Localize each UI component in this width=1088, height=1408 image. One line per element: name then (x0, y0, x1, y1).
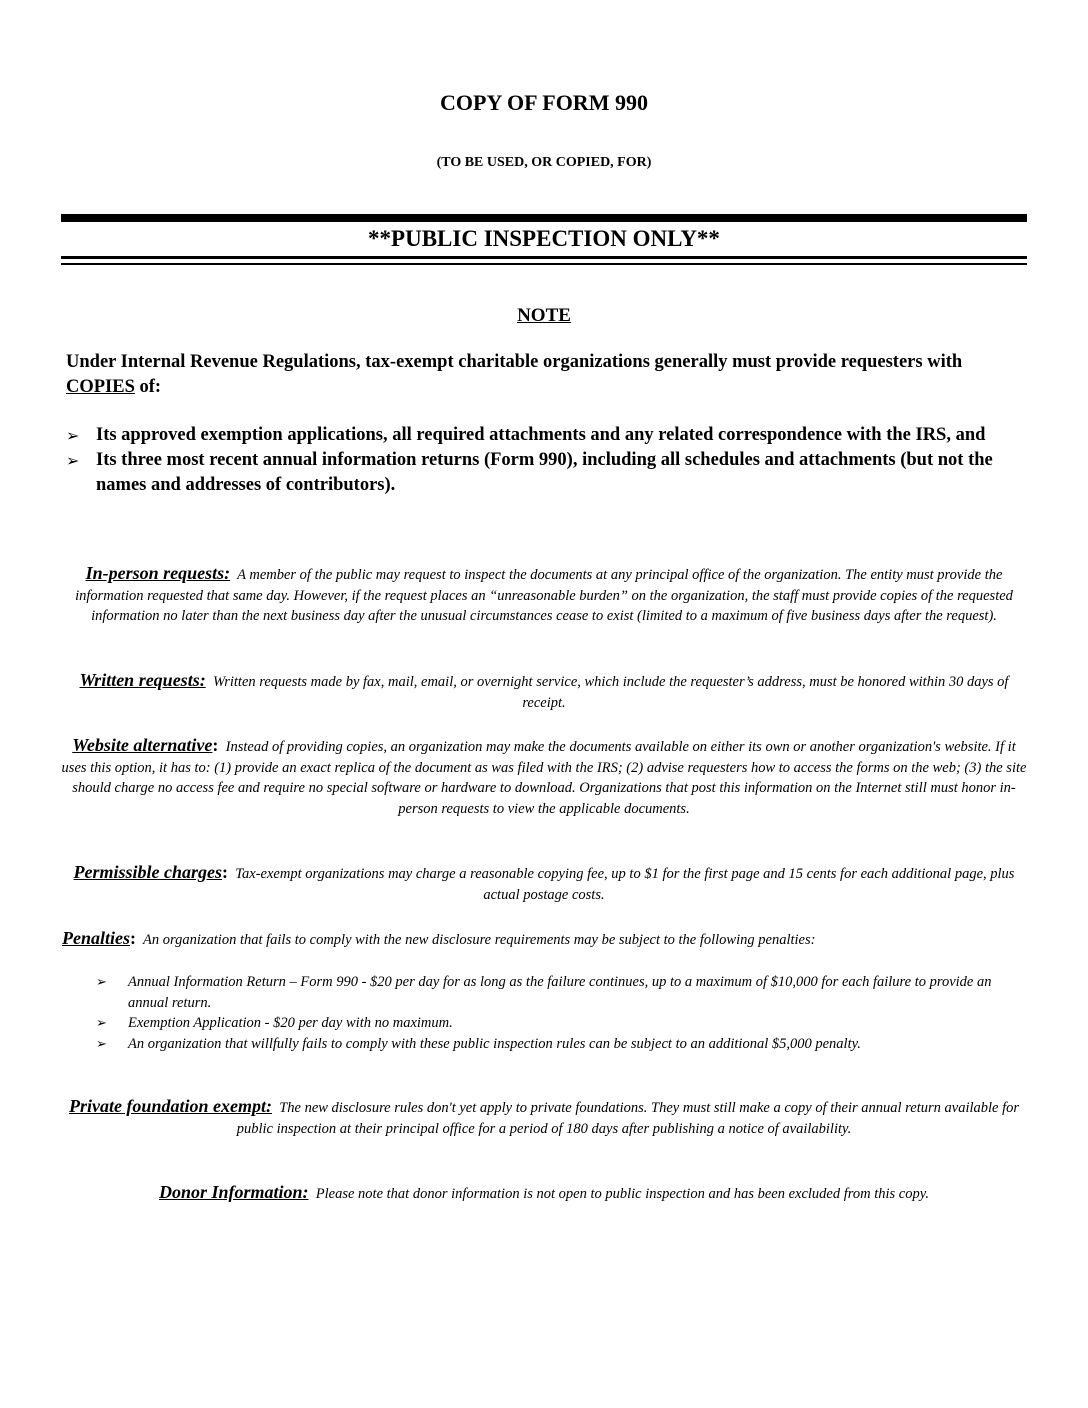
arrow-bullet-icon: ➢ (96, 975, 107, 990)
section-text: Tax-exempt organizations may charge a reasonable copying fee, up to $1 for the first page and 15 cents for each additional page, plus actual postage costs. (235, 866, 1015, 903)
private-foundation-section (58, 1096, 1030, 1139)
public-inspection-banner: **PUBLIC INSPECTION ONLY** (368, 226, 720, 251)
banner-bottom-rule-thin (61, 263, 1027, 265)
section-colon: : (130, 928, 136, 948)
list-item (96, 1013, 1016, 1034)
website-alternative-section (58, 735, 1030, 819)
section-text: The new disclosure rules don't yet apply to private foundations. They must still make a copy of their annual return available for public inspection at their principal office for a period of 180 days after publishing a notice of availability. (236, 1100, 1020, 1137)
section-lead: Written requests: (79, 670, 206, 690)
section-lead: Donor Information: (158, 1182, 309, 1202)
note-intro (66, 350, 1026, 400)
banner-top-rule (61, 214, 1027, 222)
page-subtitle: (TO BE USED, OR COPIED, FOR) (436, 155, 652, 170)
penalties-list (96, 972, 1016, 1054)
note-heading: NOTE (517, 305, 571, 326)
in-person-requests-section (58, 563, 1030, 627)
list-item (66, 423, 1028, 448)
donor-information-section (58, 1182, 1030, 1205)
section-text: Instead of providing copies, an organization may make the documents available on either its own or another organization's website. If it uses this option, it has to: (1) provide an exact replica of the document as was filed with the IRS; (2) advise requesters how to access the forms on the web; (3) the site should charge no access fee and require no special software or hardware to download. Organizations that post this information on the Internet still must honor in-person requests to view the applicable documents. (61, 739, 1027, 817)
section-colon: : (222, 862, 229, 882)
list-item (66, 448, 1028, 498)
penalties-section (62, 928, 1034, 951)
section-lead: Private foundation exempt: (68, 1096, 272, 1116)
list-item-text: Exemption Application - $20 per day with no maximum. (128, 1015, 453, 1031)
intro-suffix: of: (134, 377, 162, 397)
section-colon: : (212, 735, 219, 755)
intro-text: Under Internal Revenue Regulations, tax-exempt charitable organizations generally must provide requesters with (66, 352, 963, 372)
permissible-charges-section (58, 862, 1030, 905)
list-item-text: Annual Information Return – Form 990 - $20 per day for as long as the failure continues, up to a maximum of $10,000 for each failure to provide an annual return. (128, 974, 992, 1011)
section-text: Please note that donor information is not open to public inspection and has been excluded from this copy. (315, 1186, 929, 1202)
list-item (96, 972, 1016, 1013)
section-text: Written requests made by fax, mail, email, or overnight service, which include the requester’s address, must be honored within 30 days of receipt. (212, 674, 1009, 711)
intro-emphasis: COPIES (66, 377, 135, 397)
arrow-bullet-icon: ➢ (96, 1036, 107, 1052)
section-lead: Website alternative (72, 735, 213, 755)
list-item-text: An organization that willfully fails to comply with these public inspection rules can be subject to an additional $5,000 penalty. (128, 1035, 861, 1052)
section-lead: Permissible charges (73, 862, 223, 882)
section-text: A member of the public may request to inspect the documents at any principal office of the organization. The entity must provide the information requested that same day. However, if the request places an “unreasonable burden” on the organization, the staff must provide copies of the requested information no later than the next business day after the unusual circumstances cease to exist (limited to a maximum of five business days after the request). (75, 567, 1013, 624)
page-title: COPY OF FORM 990 (440, 90, 648, 115)
written-requests-section (58, 670, 1030, 713)
arrow-bullet-icon: ➢ (66, 451, 80, 470)
arrow-bullet-icon: ➢ (96, 1016, 107, 1031)
list-item-text: Its approved exemption applications, all required attachments and any related correspondence with the IRS, and (96, 425, 986, 445)
section-lead: Penalties (62, 928, 130, 948)
section-lead: In-person requests: (85, 563, 231, 583)
list-item-text: Its three most recent annual information returns (Form 990), including all schedules and attachments (but not the names and addresses of contributors). (96, 450, 993, 495)
copies-list (66, 423, 1028, 498)
banner-bottom-rule (61, 256, 1027, 259)
list-item (96, 1034, 1016, 1055)
arrow-bullet-icon: ➢ (66, 426, 80, 445)
section-text: An organization that fails to comply with the new disclosure requirements may be subject to the following penalties: (143, 932, 816, 948)
